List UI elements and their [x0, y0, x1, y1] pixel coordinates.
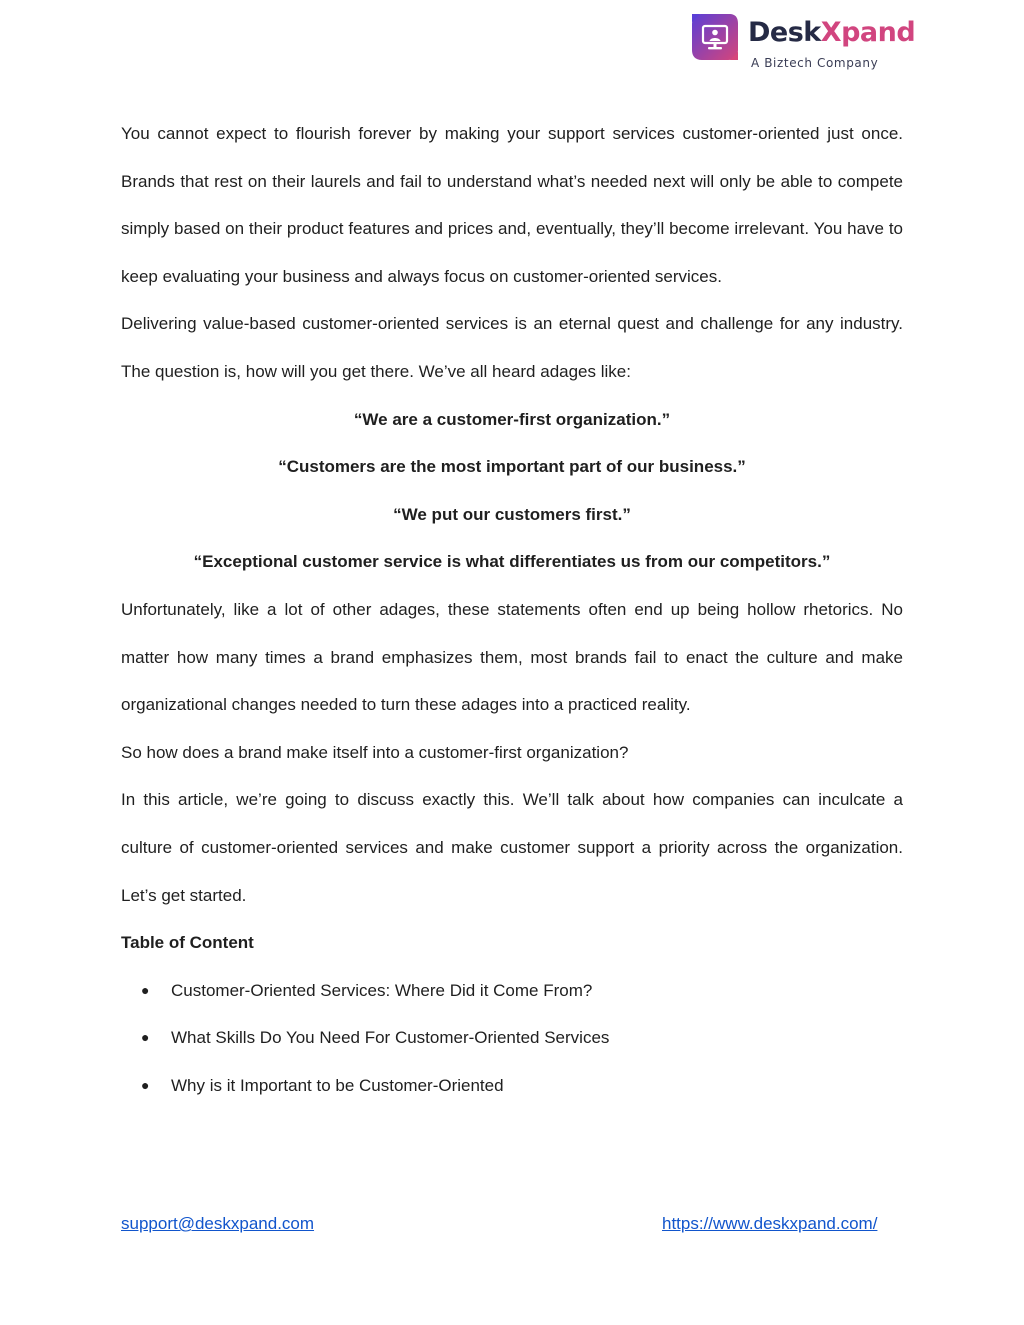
toc-item-label: What Skills Do You Need For Customer-Oriented Services: [171, 1028, 610, 1048]
toc-item: [121, 967, 903, 1015]
quote-1: “We are a customer-first organization.”: [353, 409, 671, 429]
body-paragraph-3: In this article, we’re going to discuss exactly this. We’ll talk about how companies can inculcate a culture of customer-oriented services and make customer support a priority across the organization. Let’s get started.: [121, 790, 903, 905]
document-body: [121, 110, 903, 1109]
intro-paragraph-1: You cannot expect to flourish forever by making your support services customer-oriented just once. Brands that rest on their laurels and fail to understand what’s needed next will only be able to compete simply based on their product features and prices and, eventually, they’ll become irrelevant. You have to keep evaluating your business and always focus on customer-oriented services.: [121, 124, 903, 286]
brand-name-part1: Desk: [748, 17, 821, 48]
body-paragraph-2: So how does a brand make itself into a customer-first organization?: [121, 742, 629, 762]
monitor-user-icon: [690, 12, 740, 62]
toc-item-label: Customer-Oriented Services: Where Did it Come From?: [171, 980, 593, 1000]
brand-name-part2: Xpand: [820, 17, 916, 48]
intro-paragraph-2: Delivering value-based customer-oriented services is an eternal quest and challenge for any industry. The question is, how will you get there. We’ve all heard adages like:: [121, 314, 903, 381]
toc-item: [121, 1014, 903, 1062]
body-paragraph-1: Unfortunately, like a lot of other adages, these statements often end up being hollow rhetorics. No matter how many times a brand emphasizes them, most brands fail to enact the culture and make organizational changes needed to turn these adages into a practiced reality.: [121, 599, 903, 715]
quote-3: “We put our customers first.”: [393, 504, 631, 524]
toc-item-label: Why is it Important to be Customer-Oriented: [171, 1075, 504, 1095]
quote-4: “Exceptional customer service is what differentiates us from our competitors.”: [193, 552, 831, 572]
footer-email-link[interactable]: support@deskxpand.com: [121, 1214, 315, 1233]
brand-name: [748, 18, 915, 48]
bullet-icon: ●: [141, 1076, 150, 1093]
quote-2: “Customers are the most important part of our business.”: [278, 457, 746, 477]
brand-logo: [690, 10, 916, 72]
bullet-icon: ●: [141, 1029, 150, 1046]
toc-item: [121, 1062, 903, 1110]
toc-list: [121, 967, 903, 1110]
brand-tagline: A Biztech Company: [751, 56, 879, 70]
bullet-icon: ●: [141, 981, 150, 998]
footer-website-link[interactable]: https://www.deskxpand.com/: [662, 1214, 878, 1233]
toc-title: Table of Content: [121, 933, 254, 953]
